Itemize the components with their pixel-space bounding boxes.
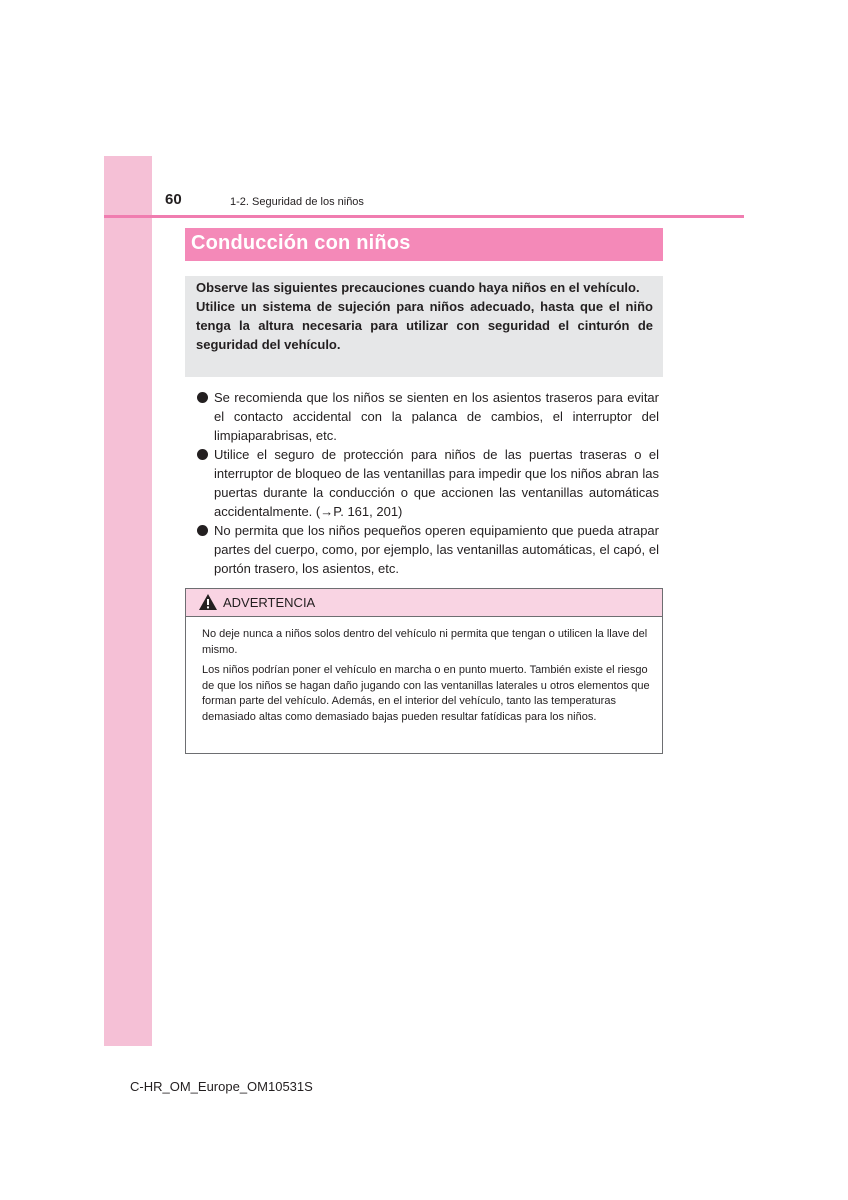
precautions-list (195, 388, 659, 578)
warning-box (185, 588, 663, 754)
list-item-text: Se recomienda que los niños se sienten en los asientos traseros para evitar el contacto accidental con la palanca de cambios, el interruptor del limpiaparabrisas, etc. (214, 390, 659, 443)
warning-paragraph: No deje nunca a niños solos dentro del vehículo ni permita que tengan o utilicen la llave del mismo. (202, 628, 648, 656)
title-bar (185, 228, 663, 261)
page-title: Conducción con niños (191, 232, 411, 254)
header-rule (104, 215, 744, 218)
intro-box (185, 276, 663, 377)
warning-title: ADVERTENCIA (223, 595, 316, 610)
list-item-text: Utilice el seguro de protección para niños de las puertas traseras o el interruptor de bloqueo de las ventanillas para impedir que los niños abran las puertas durante la conducción o que accionen las ventanillas automáticas accidentalmente. (→P. 161, 201) (214, 447, 659, 519)
warning-paragraph: Los niños podrían poner el vehículo en marcha o en punto muerto. También existe el riesgo de que los niños se hagan daño jugando con las ventanillas laterales u otros elementos que forman parte del vehículo. Además, en el interior del vehículo, tanto las temperaturas demasiado altas como demasiado bajas pueden resultar fatídicas para los niños. (202, 664, 650, 723)
intro-paragraph: Observe las siguientes precauciones cuando haya niños en el vehículo. (196, 280, 640, 295)
list-item (195, 445, 659, 521)
document-code: C-HR_OM_Europe_OM10531S (130, 1079, 313, 1094)
list-item-text: No permita que los niños pequeños operen equipamiento que pueda atrapar partes del cuerpo, como, por ejemplo, las ventanillas automáticas, el capó, el portón trasero, los asientos, etc. (214, 523, 659, 576)
section-label: 1-2. Seguridad de los niños (230, 196, 364, 208)
list-item (195, 388, 659, 445)
bullet-icon (197, 392, 208, 403)
warning-triangle-icon (198, 593, 218, 611)
warning-body (186, 617, 662, 725)
chapter-side-tab (104, 156, 152, 1046)
bullet-icon (197, 525, 208, 536)
page-number: 60 (165, 191, 182, 208)
warning-header (186, 589, 662, 617)
list-item (195, 521, 659, 578)
bullet-icon (197, 449, 208, 460)
intro-paragraph: Utilice un sistema de sujeción para niños adecuado, hasta que el niño tenga la altura necesaria para utilizar con seguridad el cinturón de seguridad del vehículo. (196, 299, 653, 352)
